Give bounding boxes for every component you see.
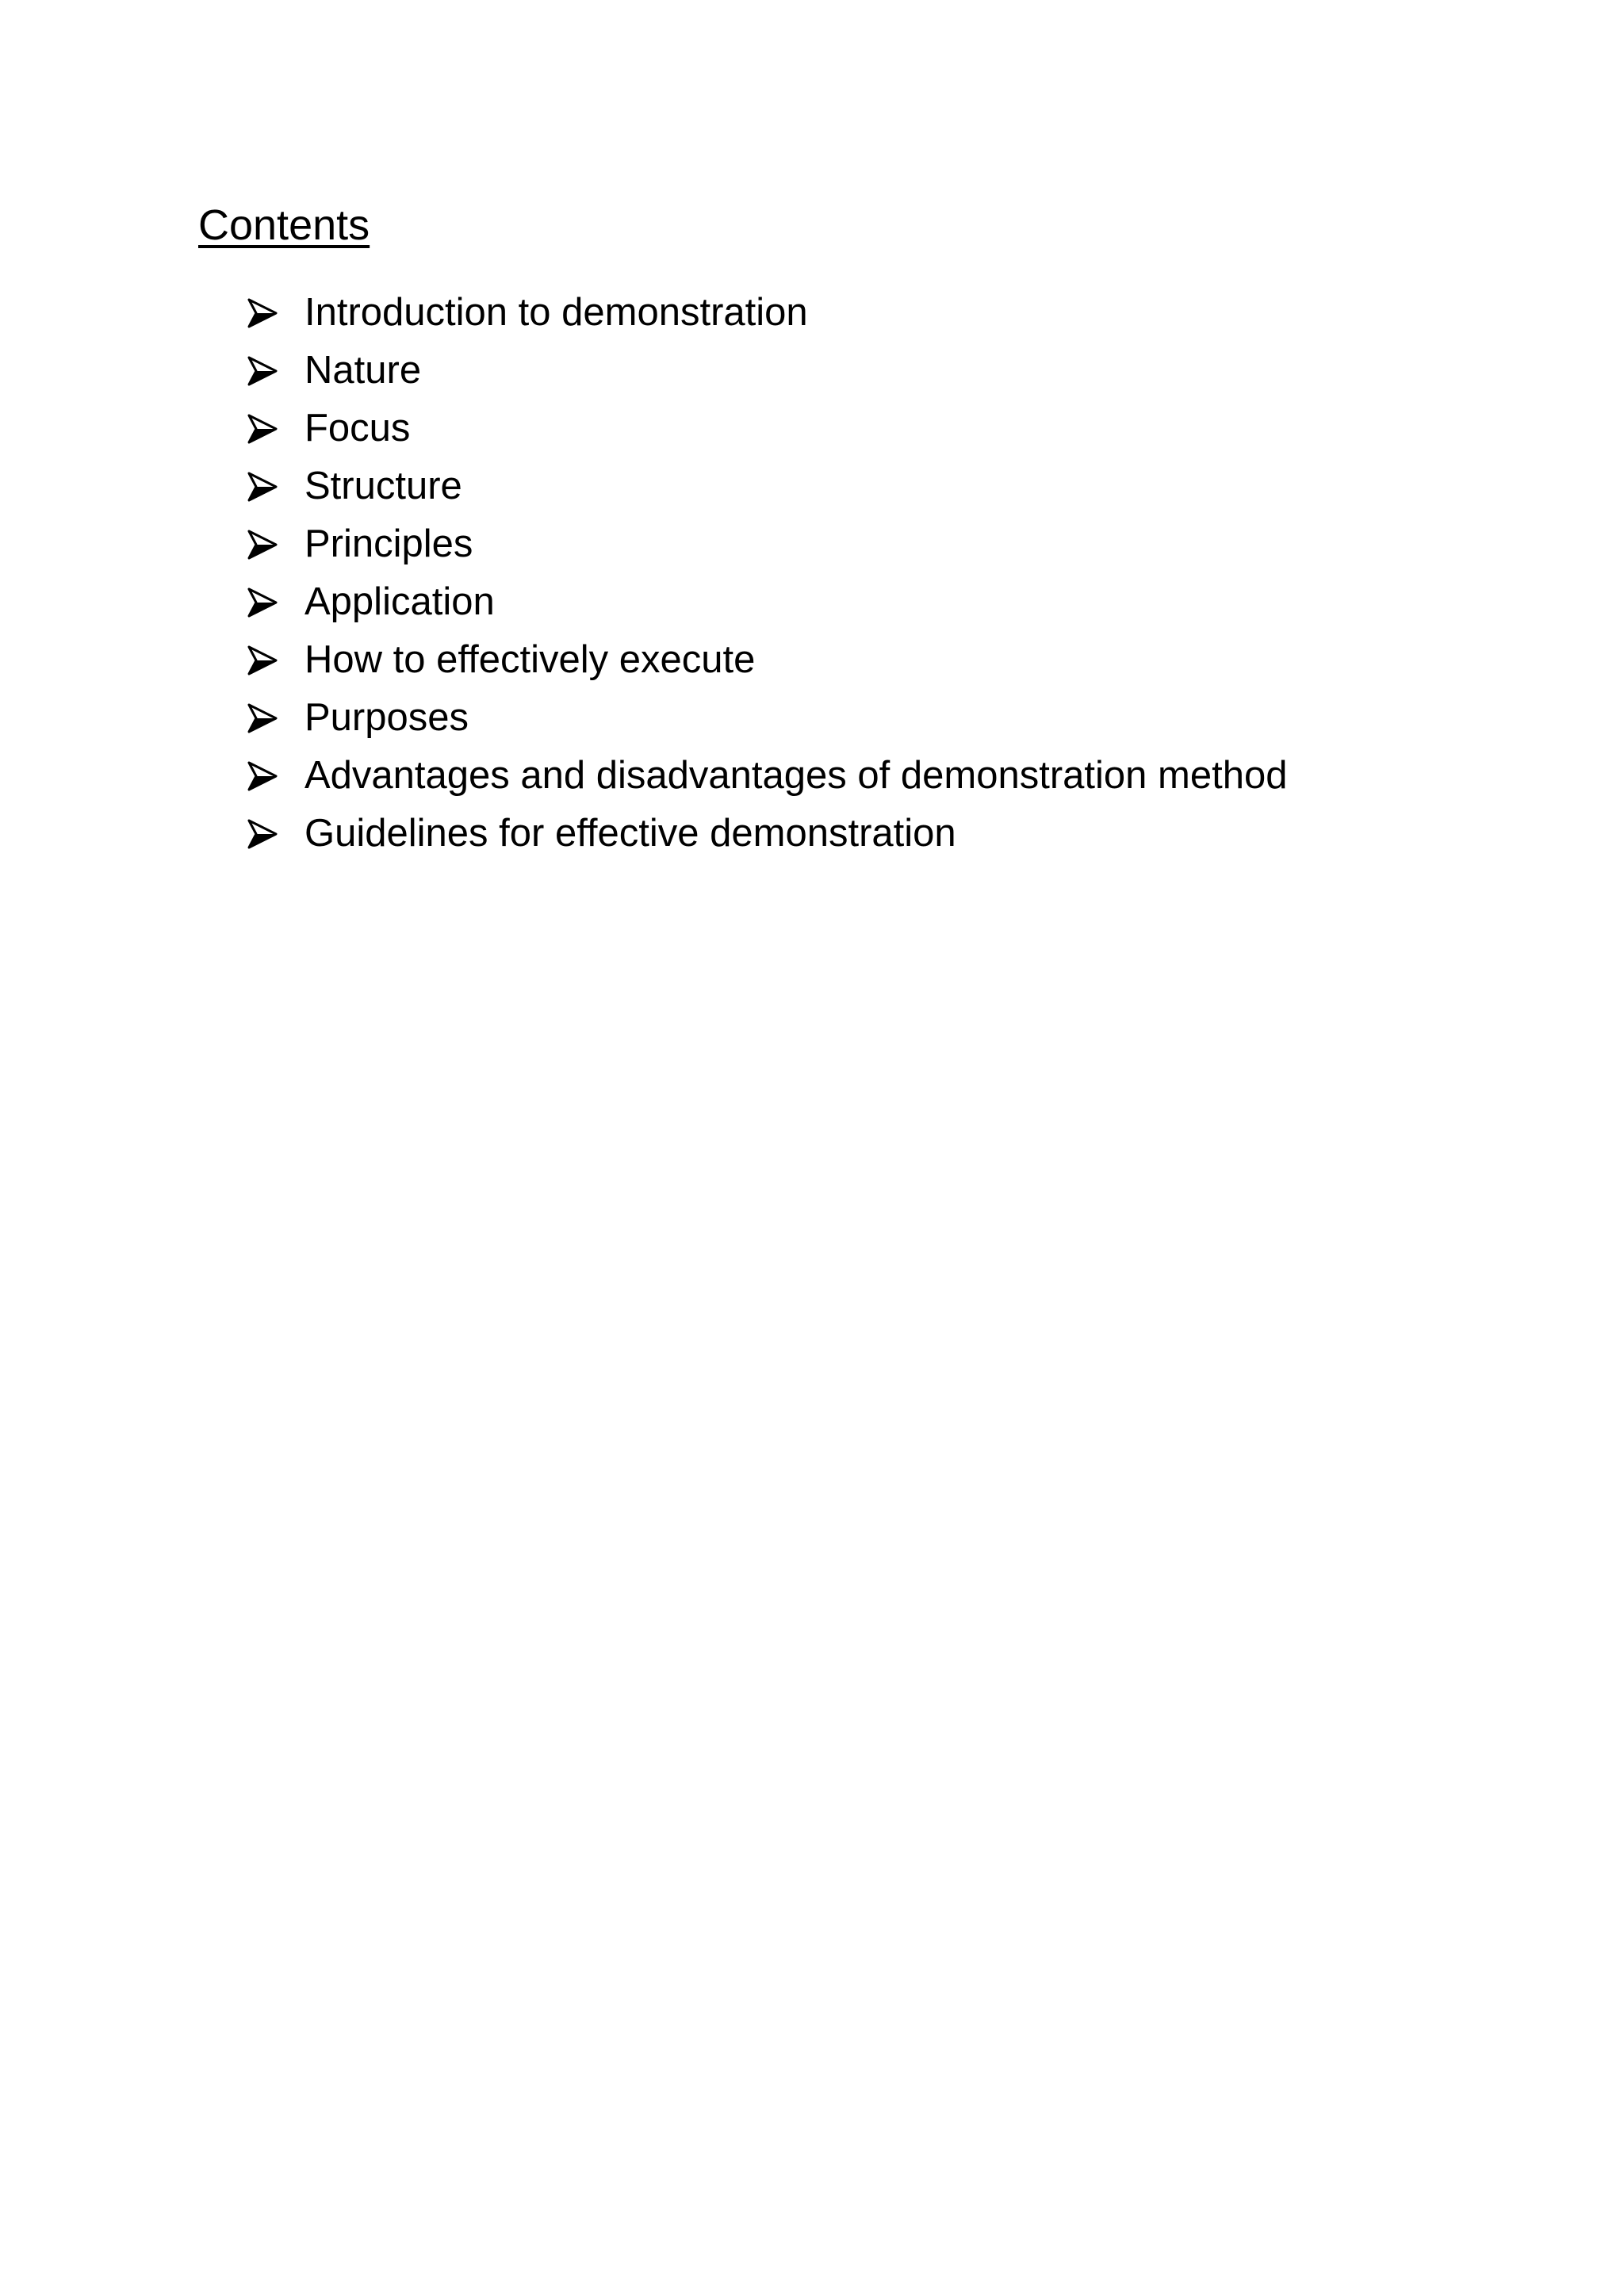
arrowhead-bullet-icon — [246, 702, 279, 735]
page-title: Contents — [198, 201, 370, 249]
arrowhead-bullet-icon — [246, 297, 279, 330]
list-item-label: Application — [304, 580, 495, 623]
arrowhead-bullet-icon — [246, 470, 279, 503]
arrowhead-bullet-icon — [246, 354, 279, 388]
list-item — [246, 573, 1287, 631]
list-item-label: How to effectively execute — [304, 638, 756, 681]
list-item — [246, 515, 1287, 573]
list-item-label: Focus — [304, 407, 411, 450]
list-item — [246, 747, 1287, 805]
list-item — [246, 689, 1287, 747]
list-item — [246, 284, 1287, 342]
list-item-label: Introduction to demonstration — [304, 291, 808, 334]
list-item — [246, 805, 1287, 863]
arrowhead-bullet-icon — [246, 586, 279, 619]
arrowhead-bullet-icon — [246, 760, 279, 793]
list-item-label: Advantages and disadvantages of demonstration method — [304, 754, 1288, 797]
arrowhead-bullet-icon — [246, 528, 279, 561]
list-item — [246, 342, 1287, 400]
list-item-label: Nature — [304, 349, 422, 392]
list-item-label: Guidelines for effective demonstration — [304, 812, 956, 855]
list-item — [246, 457, 1287, 515]
list-item — [246, 400, 1287, 457]
list-item-label: Structure — [304, 465, 462, 507]
arrowhead-bullet-icon — [246, 412, 279, 446]
list-item-label: Purposes — [304, 696, 469, 739]
contents-list — [246, 284, 1287, 863]
arrowhead-bullet-icon — [246, 644, 279, 677]
list-item-label: Principles — [304, 522, 473, 565]
list-item — [246, 631, 1287, 689]
arrowhead-bullet-icon — [246, 817, 279, 851]
